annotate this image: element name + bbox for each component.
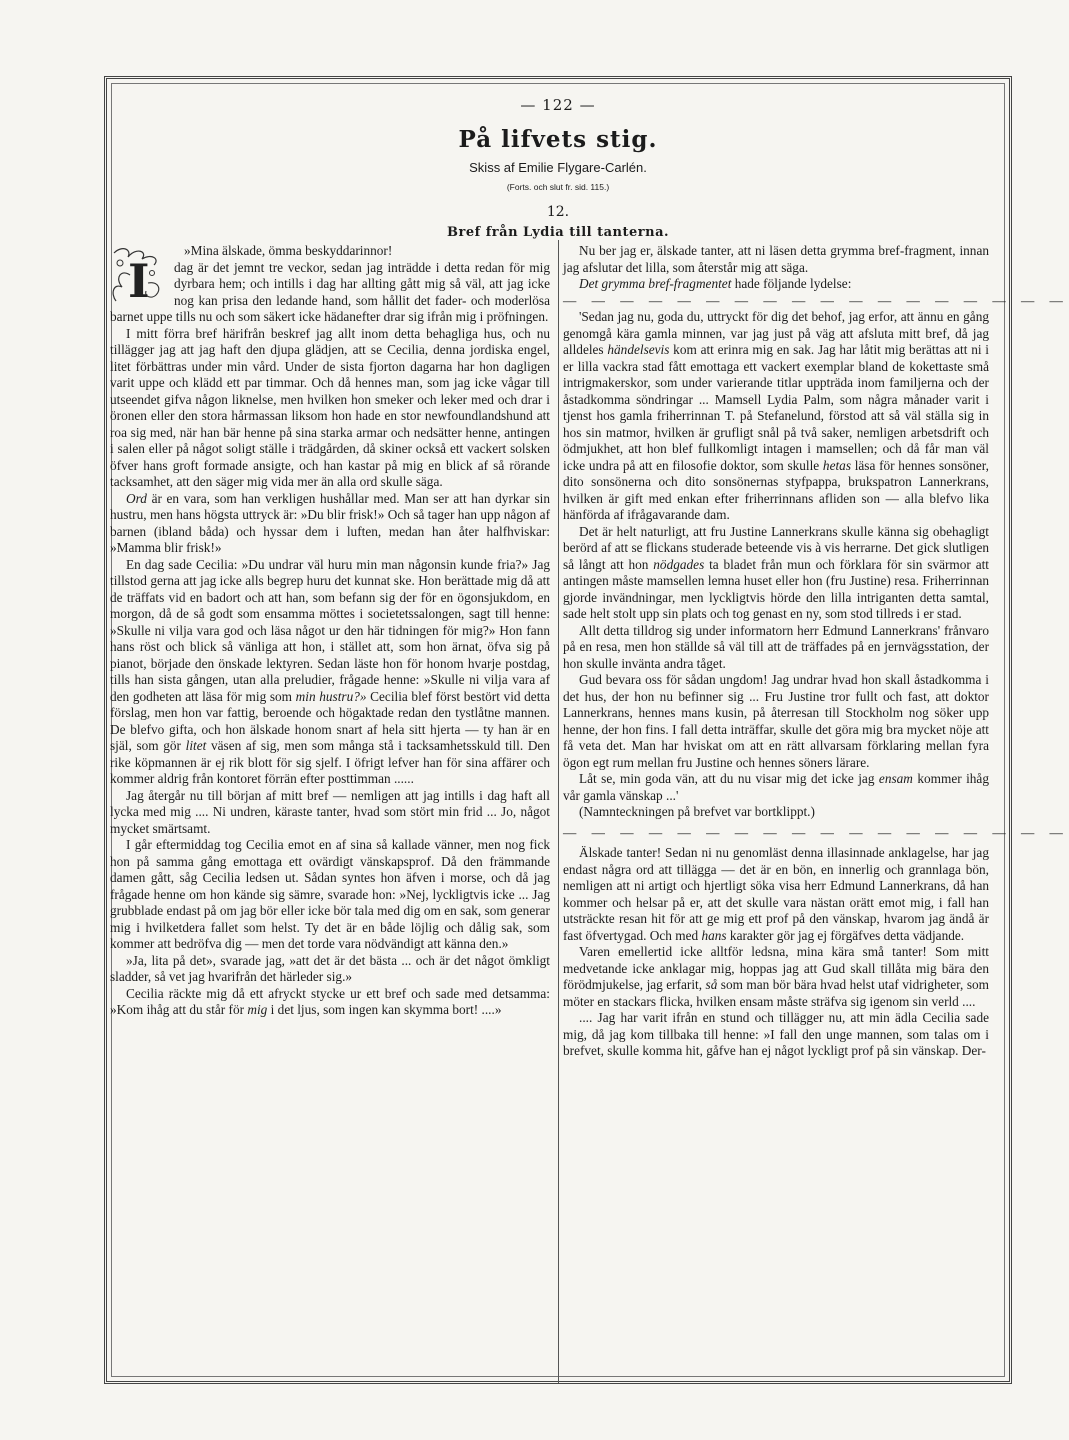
paragraph: Gud bevara oss för sådan ungdom! Jag undrar hvad hon skall åstadkomma i det hus, der hon nu befinner sig ... Fru Justine tror fullt och fast, att doktor Lannerkrans, hennes mans kusin, på återresan till Stockholm nog söker upp henne, der hon fins. I fall detta inträffar, skulle det göra mig bra mycket nöje att få veta det. Man har hviskat om att en rätt allvarsam förklaring mellan fyra ögon egt rum mellan fru Justine och hennes söners lärare.: [563, 672, 989, 770]
paragraph: Låt se, min goda vän, att du nu visar mig det icke jag ensam kommer ihåg vår gamla vänskap ...': [563, 771, 989, 803]
paragraph: Varen emellertid icke alltför ledsna, mina kära små tanter! Som mitt medvetande icke anklagar mig, hoppas jag att Gud skall tillåta mig bära den förödmjukelse, jag erfarit, så som man bör bära hvad helst utaf vidrigheter, som möter en stackars flicka, hvilken ensam måste sträfva sig igenom sin verld ....: [563, 944, 989, 1009]
paragraph: Nu ber jag er, älskade tanter, att ni läsen detta grymma bref-fragment, innan jag afslutar det lilla, som återstår mig att säga.: [563, 243, 989, 275]
paragraph: Jag återgår nu till början af mitt bref — nemligen att jag intills i dag haft all lycka med mig .... Ni undren, käraste tanter, hvad som stört min frid ... Jo, något mycket smärtsamt.: [110, 787, 550, 836]
decorated-initial: [108, 243, 168, 307]
article-subtitle: Skiss af Emilie Flygare-Carlén.: [469, 160, 647, 175]
article-title: På lifvets stig.: [458, 126, 658, 153]
paragraph: »Ja, lita på det», svarade jag, »att det är det bästa ... och är det något ömkligt sladder, så vet jag hvarifrån det härleder sig.»: [110, 952, 550, 984]
paragraph: Cecilia räckte mig då ett afryckt stycke ur ett bref och sade med detsamma: »Kom ihåg att du står för mig i det ljus, som ingen kan skymma bort! ....»: [110, 985, 550, 1017]
continuation-note: (Forts. och slut fr. sid. 115.): [506, 182, 610, 192]
salutation: »Mina älskade, ömma beskyddarinnor!: [184, 243, 393, 258]
dash-separator: — — — — — — — — — — — — — — — — — —: [563, 292, 1069, 308]
paragraph: Det grymma bref-fragmentet hade följande lydelse:: [579, 276, 852, 291]
letter-heading: Bref från Lydia till tanterna.: [446, 225, 670, 240]
paragraph: Ord är en vara, som han verkligen hushållar med. Man ser att han dyrkar sin hustru, men hans högsta uttryck är: »Du blir frisk!» Och så tager han upp någon af barnen (ibland båda) och hyssar dem i luften, medan han åter halfhviskar: »Mamma blir frisk!»: [110, 490, 550, 555]
paragraph: dag är det jemnt tre veckor, sedan jag inträdde i detta redan för mig dyrbara hem; och intills i dag har allting gått mig så väl, att jag icke nog kan prisa den ledande hand, som hållit det fader- och moderlösa barnet uppe tills nu och som säkert icke hädanefter drar sig ifrån mig i pröfningen.: [110, 259, 550, 324]
paragraph: (Namnteckningen på brefvet var bortklippt.): [579, 804, 815, 819]
dropcap-letter: I: [128, 254, 150, 308]
dash-separator: — — — — — — — — — — — — — — — — — —: [563, 824, 1069, 840]
paragraph: I går eftermiddag tog Cecilia emot en af sina så kallade vänner, men nog fick hon på samma gång emottaga ett ovärdigt vänskapsprof. Då den främmande damen gått, såg Cecilia ledsen ut. Sådan syntes hon äfven i morse, och då jag frågade henne om hon kände sig sämre, svarade hon: »Nej, lyckligtvis icke ... Jag grubblade endast på om jag bör eller icke bör tala med dig om en sak, som generar mig i hvilketdera fallet som helst. Ty det är en både löjlig och dålig sak, som kommer att bedröfva dig — men det torde vara nödvändigt att känna den.»: [110, 837, 550, 951]
paragraph: Det är helt naturligt, att fru Justine Lannerkrans skulle känna sig obehagligt berörd af att se flickans studerade beteende vis à vis herrarne. Det gick slutligen så långt att hon nödgades ta bladet från mun och förklara för sin svärmor att antingen måste mamsellen lemna huset eller hon (fru Justine) resa. Friherrinnan gjorde invändningar, men lyckligtvis hörde den lilla intriganten detta samtal, sade helt stolt upp sin plats och tog genast en ny, som stod tillreds i er stad.: [563, 523, 989, 621]
paragraph: Allt detta tilldrog sig under informatorn herr Edmund Lannerkrans' frånvaro på en resa, men hon ställde så väl till att de träffades på en jernvägsstation, der hon skulle invänta andra tåget.: [563, 622, 989, 671]
column-divider: [558, 240, 559, 1383]
left-column: [110, 243, 550, 1019]
paragraph: En dag sade Cecilia: »Du undrar väl huru min man någonsin kunde fria?» Jag tillstod gerna att jag icke alls begrep huru det kunnat ske. Hon berättade mig då att de träffats vid en badort och att han, som befann sig der för en ögonsjukdom, en morgon, då de så godt som ensamma möttes i societetssalongen, sagt till henne: »Skulle ni vilja vara god och läsa något ur den här tidningen för mig?» Hon fann hans röst och blick så vänliga att hon, i stället att, som hon ärnat, öfva sig på pianot, började den önskade lektyren. Sedan läste hon för honom hvarje postdag, tills han sista gången, utan alla preludier, frågade henne: »Skulle ni vilja vara af den godheten att läsa för mig som min hustru?» Cecilia blef först bestört vid detta förslag, men hon var fattig, beroende och högaktade redan den tystlåtne mannen. De blefvo gifta, och hon älskade honom snart af hela sitt hjerta — ty han är en själ, som gör litet väsen af sig, men som många stå i tacksamhetsskuld till. Den rike köpmannen är ej rik blott för sig sjelf. I öfrigt lefver han för sina affärer och kommer aldrig från kontoret förrän efter posttimman ......: [110, 556, 551, 786]
page-number: — 122 —: [520, 96, 596, 114]
right-column: [563, 243, 1069, 1060]
paragraph: .... Jag har varit ifrån en stund och tillägger nu, att min ädla Cecilia sade mig, då jag kom tillbaka till henne: »I fall den unge mannen, som talas om i brefvet, skulle komma hit, gåfve han ej något lyckligt prof på sin vänskap. Der-: [563, 1010, 989, 1058]
chapter-number: 12.: [546, 204, 570, 220]
paragraph: 'Sedan jag nu, goda du, uttryckt för dig det behof, jag erfor, att ännu en gång genomgå kära gamla minnen, var jag just på väg att afsluta mitt bref, då jag alldeles händelsevis kom att erinra mig en sak. Jag har låtit mig berättas att ni i er lilla vackra stad fått emottaga ett vackert exemplar bland de kokettaste små intrigmakerskor, som under varierande titlar uppträda inom familjerna och der åstadkomma söndringar ... Mamsell Lydia Palm, som några månader varit i tjenst hos gamla friherrinnan T. på Stefanelund, förstod att så väl ställa sig in hos sin matmor, hvilken är grufligt snål på två saker, nemligen arbetsdrift och ödmjukhet, att hon blef fullkomligt intagen i mamsellen; och då får man väl icke undra på att en filosofie doktor, som skulle hetas läsa för hennes sonsöner, dito sonsönerna och dito sonsönernas styfpappa, brukspatron Lannerkrans, hvilken är gift med enkan efter friherrinnans afliden son — alla blefvo lika hänförda af ifrågavarande dam.: [563, 309, 989, 522]
paragraph: I mitt förra bref härifrån beskref jag allt inom detta behagliga hus, och nu tillägger jag att jag haft den djupa glädjen, att se Cecilia, denna jordiska engel, litet förbättras under min vård. Under de sista fjorton dagarna har hon dagligen varit uppe och klädd ett par timmar. Och då hennes man, som jag icke vågar till utseendet gifva någon liknelse, men hvilken hon smeker och leker med och drar i öronen eller den stora hårmassan liksom hon hade en stor newfoundlandshund att roa sig med, när han bär henne på sina starka armar och nedsätter henne, antingen i salen eller på något soligt ställe i trädgården, då skiner också ett vackert solsken öfver hans groft formade ansigte, och han kastar på mig en blick af så rörande tacksamhet, att den säger mig vida mer än alla ord skulle säga.: [110, 325, 550, 489]
paragraph: Älskade tanter! Sedan ni nu genomläst denna illasinnade anklagelse, har jag endast några ord att tillägga — det är en bön, en innerlig och grannlaga bön, nemligen att ni artigt och hjertligt söka visa herr Edmund Lannerkrans, då han kommer och helsar på er, att det skulle vara nästan orätt emot mig, i fall han utsträckte resan hit för att ge mig ett prof på den vänskap, hvarom jag ändå är fast öfvertygad. Och med hans karakter gör jag ej förgäfves detta vädjande.: [563, 845, 989, 943]
